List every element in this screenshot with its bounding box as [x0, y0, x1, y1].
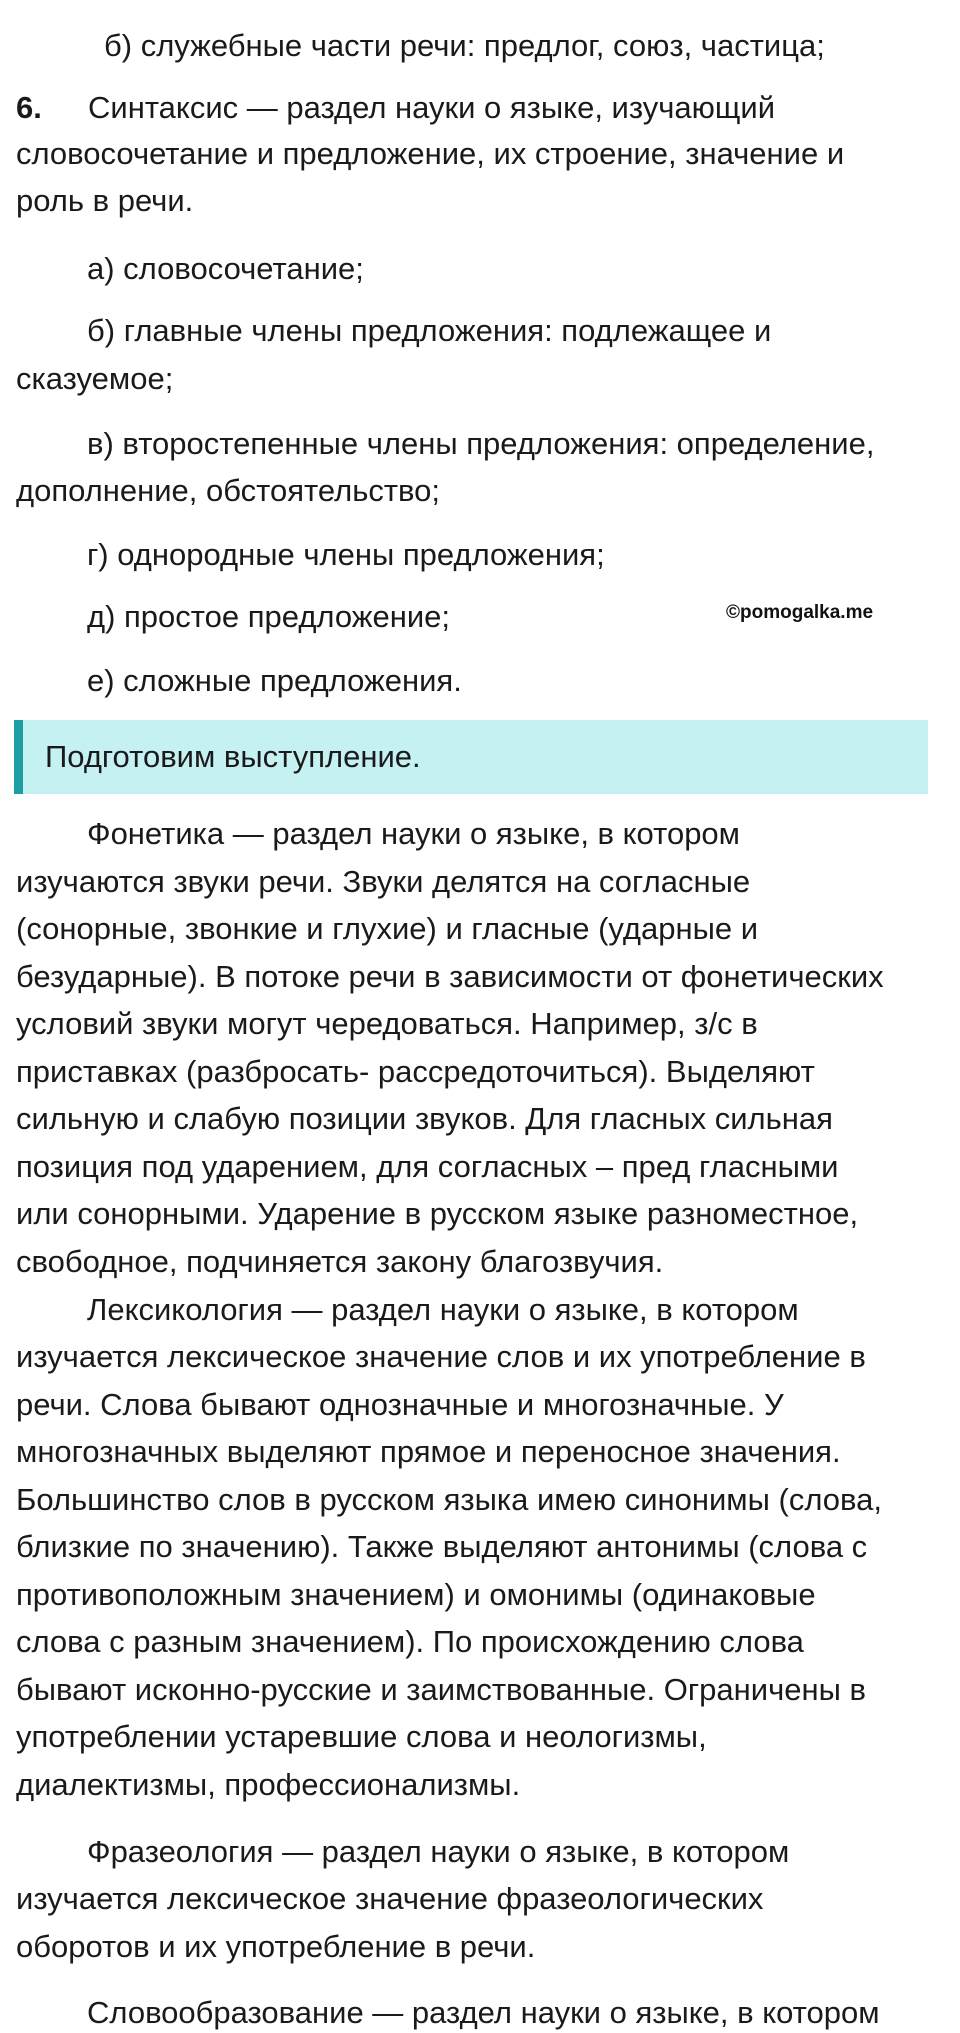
item6-line3: роль в речи.: [16, 183, 194, 218]
subitem-d: д) простое предложение;: [87, 599, 451, 634]
paragraph-line: изучается лексическое значение слов и их употребление в: [16, 1339, 866, 1374]
paragraph-line: Большинство слов в русском языка имею синонимы (слова,: [16, 1482, 882, 1517]
watermark: ©pomogalka.me: [726, 602, 874, 623]
paragraph-line: Лексикология — раздел науки о языке, в котором: [87, 1292, 799, 1327]
paragraph-line: изучается лексическое значение фразеологических: [16, 1881, 764, 1916]
paragraph-line: употреблении устаревшие слова и неологизмы,: [16, 1719, 707, 1754]
paragraph-line: Фонетика — раздел науки о языке, в котором: [87, 816, 740, 851]
paragraph-line: бывают исконно-русские и заимствованные. Ограничены в: [16, 1672, 866, 1707]
subitem-v-line2: дополнение, обстоятельство;: [16, 473, 441, 508]
subitem-b-line2: сказуемое;: [16, 361, 174, 396]
paragraph-line: или сонорными. Ударение в русском языке разноместное,: [16, 1196, 859, 1231]
paragraph-line: противоположным значением) и омонимы (одинаковые: [16, 1577, 816, 1612]
paragraph-line: (сонорные, звонкие и глухие) и гласные (ударные и: [16, 911, 759, 946]
paragraph-line: безударные). В потоке речи в зависимости от фонетических: [16, 959, 884, 994]
paragraph-line: позиция под ударением, для согласных – пред гласными: [16, 1149, 839, 1184]
paragraph-line: диалектизмы, профессионализмы.: [16, 1767, 521, 1802]
paragraph-line: близкие по значению). Также выделяют антонимы (слова с: [16, 1529, 868, 1564]
paragraph-line: речи. Слова бывают однозначные и многозначные. У: [16, 1387, 784, 1422]
subitem-e: е) сложные предложения.: [87, 663, 462, 698]
item6-line2: словосочетание и предложение, их строение, значение и: [16, 136, 845, 171]
subitem-g: г) однородные члены предложения;: [87, 537, 605, 572]
subitem-v-line1: в) второстепенные члены предложения: определение,: [87, 426, 875, 461]
list-item-6: [16, 88, 775, 128]
paragraph-line: приставках (разбросать- рассредоточиться). Выделяют: [16, 1054, 815, 1089]
paragraph-line: слова с разным значением). По происхождению слова: [16, 1624, 804, 1659]
paragraph-line: изучаются звуки речи. Звуки делятся на согласные: [16, 864, 751, 899]
list-item-service-parts: б) служебные части речи: предлог, союз, частица;: [104, 28, 825, 63]
callout-text: Подготовим выступление.: [45, 739, 421, 774]
subitem-b-line1: б) главные члены предложения: подлежащее и: [87, 313, 772, 348]
subitem-a: а) словосочетание;: [87, 251, 364, 286]
paragraph-line: свободное, подчиняется закону благозвучия.: [16, 1244, 664, 1279]
paragraph-line: условий звуки могут чередоваться. Например, з/с в: [16, 1006, 758, 1041]
paragraph-line: Словообразование — раздел науки о языке, в котором: [87, 1995, 880, 2030]
callout-box: [14, 720, 928, 794]
item-text: Синтаксис — раздел науки о языке, изучающий: [88, 90, 776, 125]
paragraph-line: сильную и слабую позиции звуков. Для гласных сильная: [16, 1101, 833, 1136]
item-number: 6.: [16, 90, 42, 125]
paragraph-line: оборотов и их употребление в речи.: [16, 1929, 536, 1964]
paragraph-line: Фразеология — раздел науки о языке, в котором: [87, 1834, 790, 1869]
paragraph-line: многозначных выделяют прямое и переносное значения.: [16, 1434, 841, 1469]
